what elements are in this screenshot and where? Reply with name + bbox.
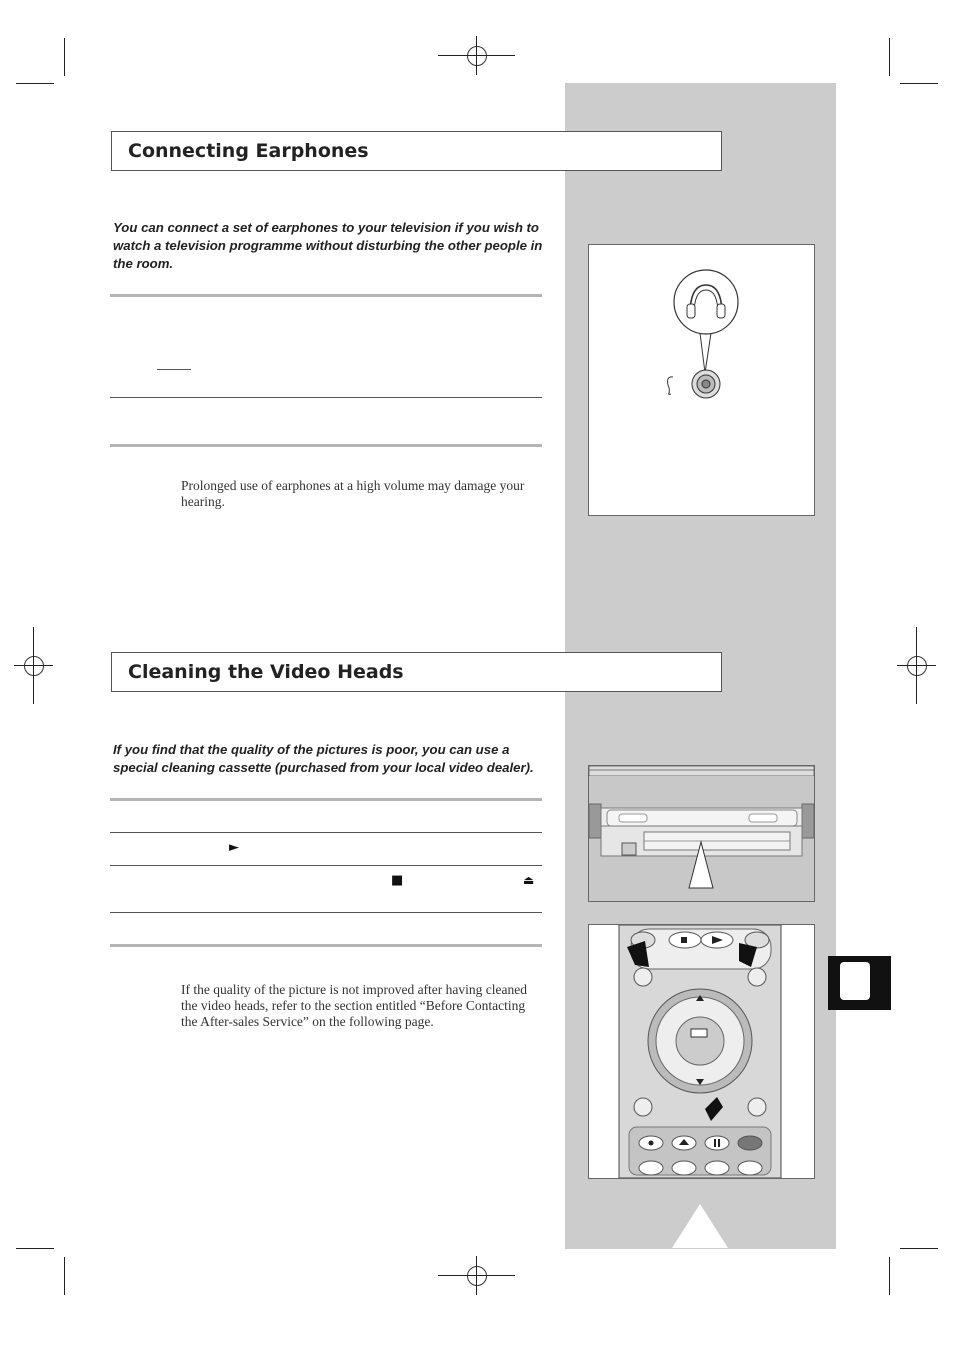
registration-mark-line bbox=[476, 36, 477, 75]
crop-mark bbox=[16, 1248, 54, 1249]
divider bbox=[110, 865, 542, 866]
section-intro: If you find that the quality of the pictures is poor, you can use a special cleaning cassette (purchased from your local video dealer). bbox=[113, 742, 534, 775]
remote-control-icon bbox=[589, 925, 814, 1178]
crop-mark bbox=[889, 38, 890, 76]
warning-note: Prolonged use of earphones at a high volume may damage your hearing. bbox=[181, 478, 525, 509]
divider bbox=[110, 912, 542, 913]
play-icon: ► bbox=[229, 840, 239, 855]
crop-mark bbox=[900, 1248, 938, 1249]
earphone-jack-icon bbox=[589, 245, 814, 515]
registration-mark-line bbox=[14, 665, 53, 666]
section-intro: You can connect a set of earphones to your television if you wish to watch a television programme without disturbing the other people in the room. bbox=[113, 220, 543, 271]
chapter-tab bbox=[828, 956, 891, 1010]
divider bbox=[110, 294, 542, 297]
eject-icon: ⏏ bbox=[523, 873, 535, 887]
cassette-slot-icon bbox=[589, 766, 814, 901]
registration-mark bbox=[907, 656, 927, 676]
heading-text: Connecting Earphones bbox=[128, 140, 369, 162]
crop-mark bbox=[64, 38, 65, 76]
divider bbox=[110, 397, 542, 398]
vcr-illustration bbox=[588, 765, 815, 902]
registration-mark-line bbox=[476, 1256, 477, 1295]
stop-icon: ■ bbox=[391, 873, 404, 888]
crop-mark bbox=[889, 1257, 890, 1295]
crop-mark bbox=[16, 83, 54, 84]
heading-text: Cleaning the Video Heads bbox=[128, 661, 404, 683]
chapter-tab-marker bbox=[840, 962, 870, 1000]
divider bbox=[110, 798, 542, 801]
divider bbox=[110, 832, 542, 833]
page-turn-triangle-icon bbox=[672, 1204, 728, 1248]
divider bbox=[110, 444, 542, 447]
underline-mark bbox=[157, 369, 191, 370]
registration-mark bbox=[24, 656, 44, 676]
registration-mark bbox=[467, 46, 487, 66]
section-title-cleaning-video-heads bbox=[111, 652, 722, 692]
crop-mark bbox=[900, 83, 938, 84]
registration-mark bbox=[467, 1266, 487, 1286]
registration-mark-line bbox=[897, 665, 936, 666]
crop-mark bbox=[64, 1257, 65, 1295]
earphone-illustration bbox=[588, 244, 815, 516]
divider bbox=[110, 944, 542, 947]
remote-control-illustration bbox=[588, 924, 815, 1179]
section-title-connecting-earphones bbox=[111, 131, 722, 171]
info-note: If the quality of the picture is not improved after having cleaned the video heads, refer to the section entitled “Before Contacting the After-sales Service” on the following page. bbox=[181, 982, 528, 1029]
